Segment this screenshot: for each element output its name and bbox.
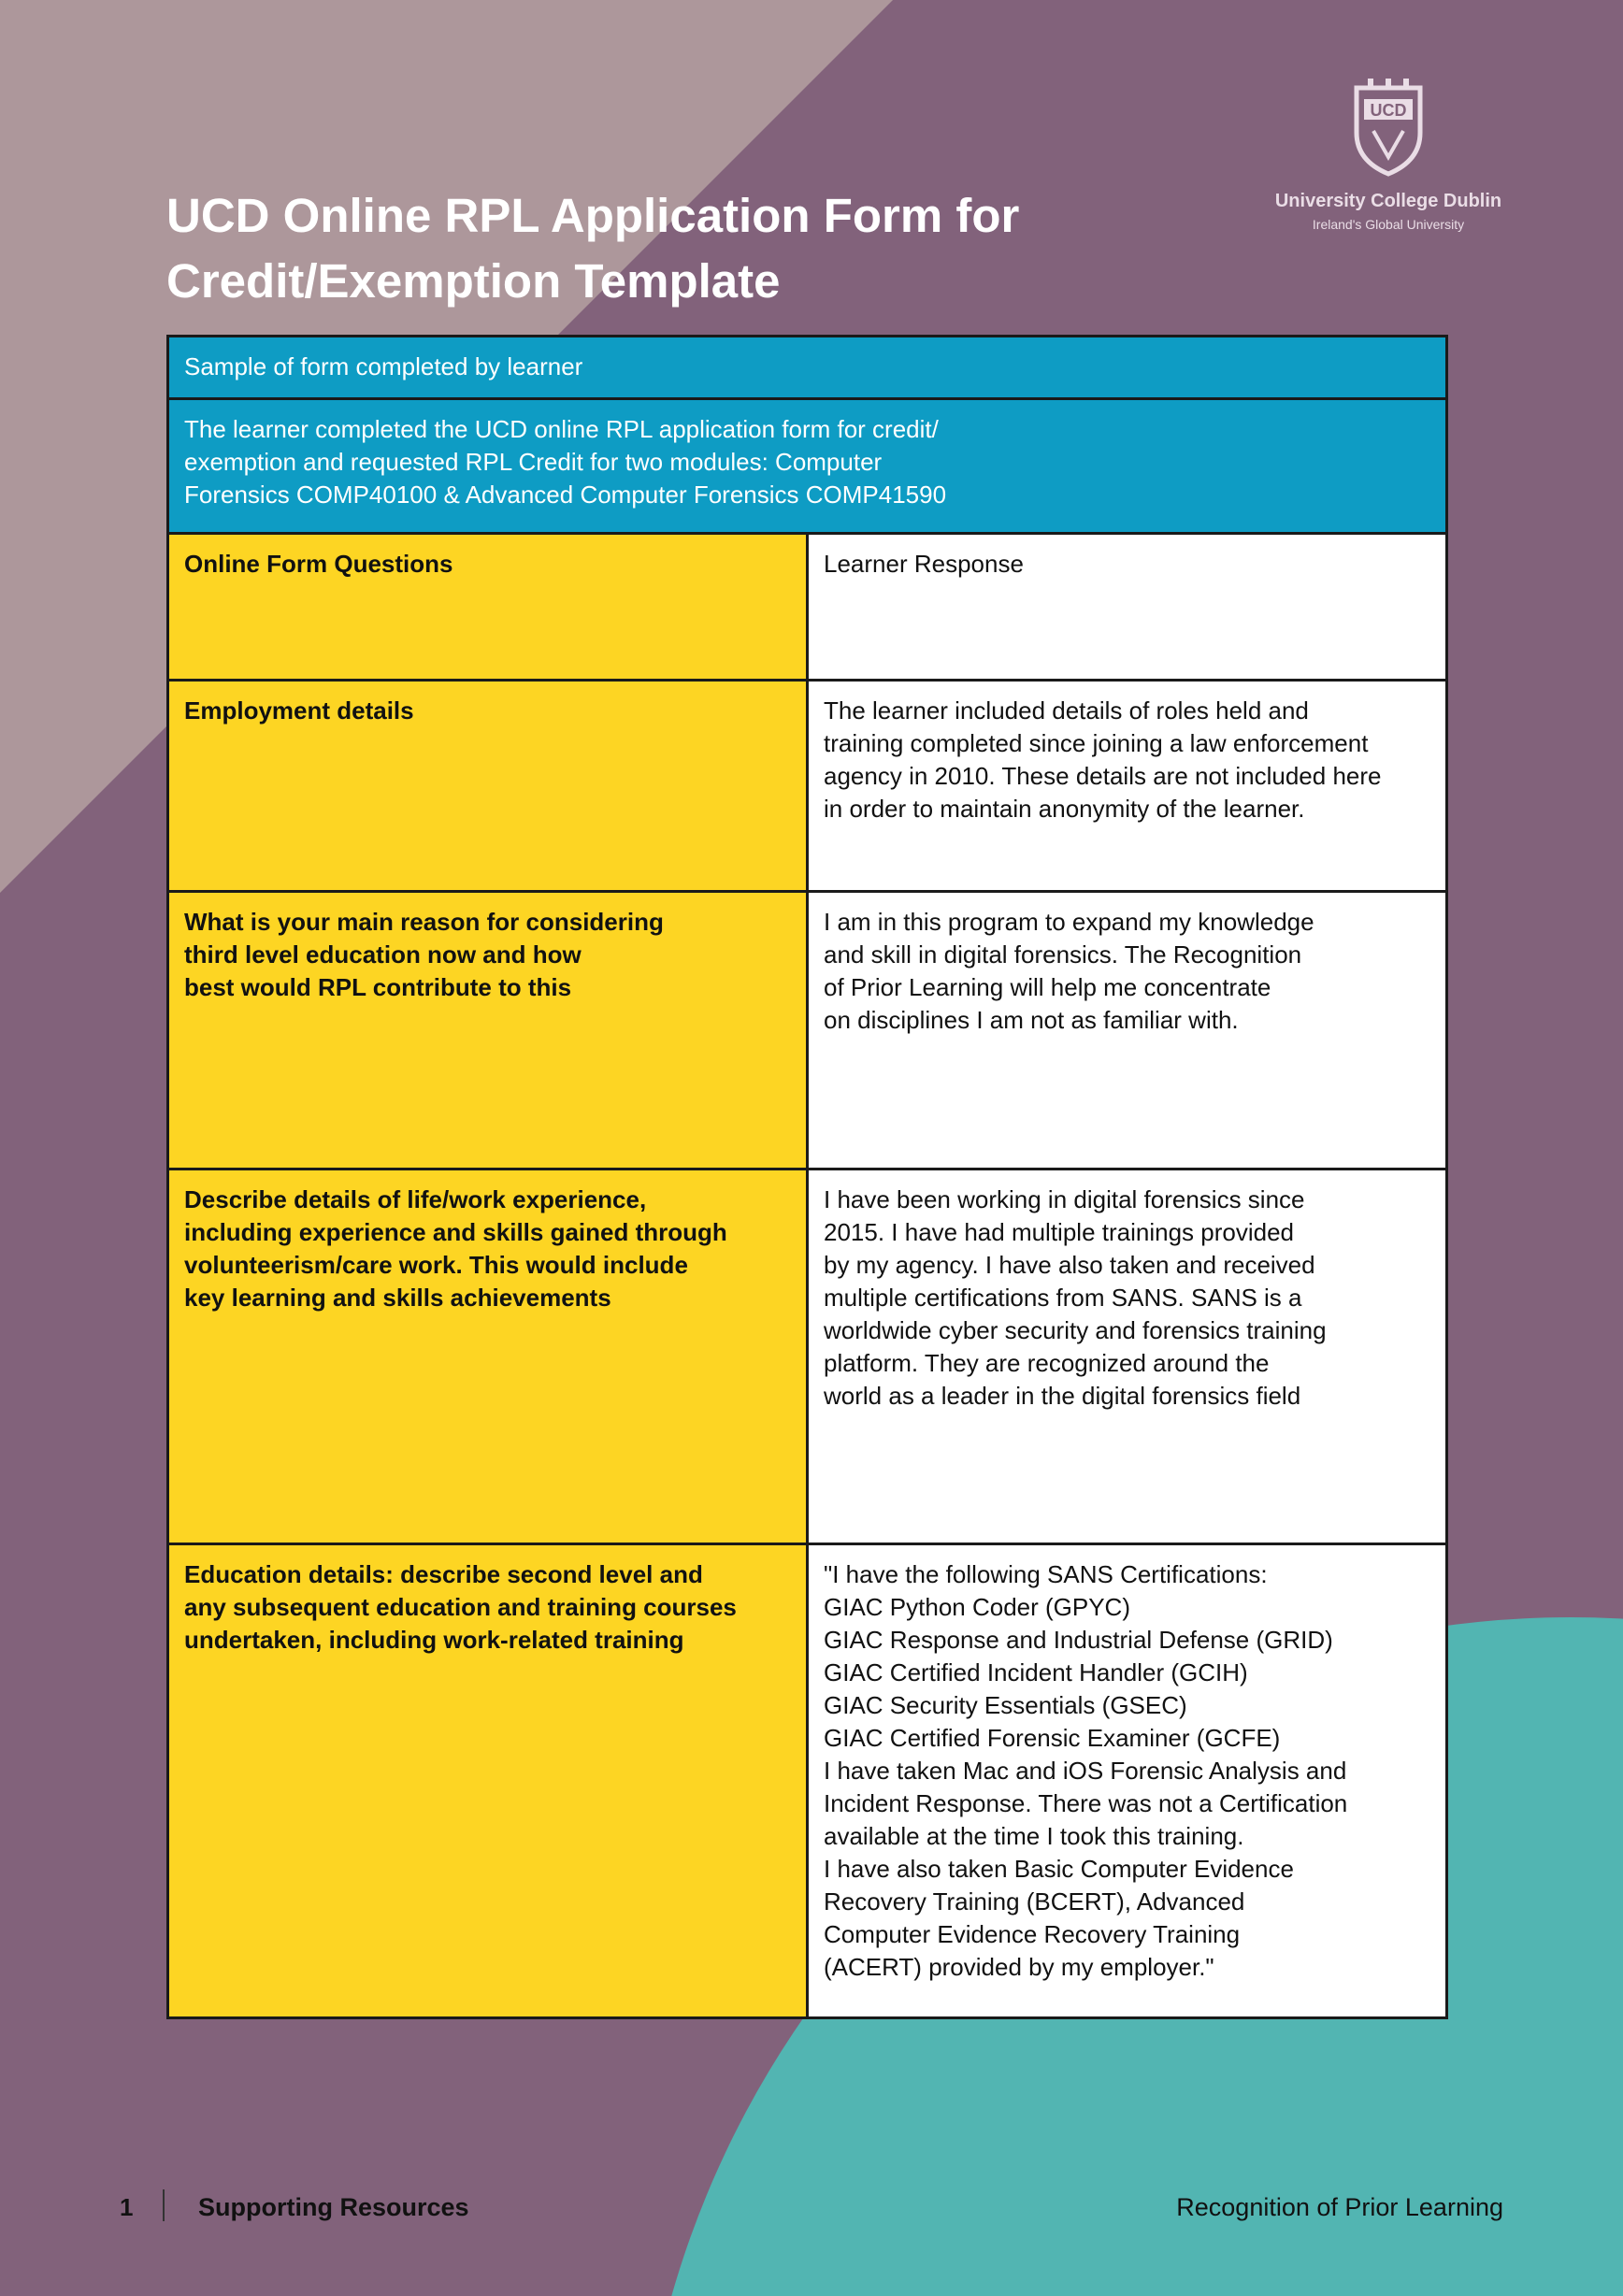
column-header-row [168,534,1447,681]
table-row [168,892,1447,1170]
footer-document-title: Recognition of Prior Learning [1176,2193,1503,2221]
form-intro: The learner completed the UCD online RPL application form for credit/ exemption and requested RPL Credit for two modules: Computer Forensics COMP40100 & Advanced Computer Forensics COMP41590 [168,399,1447,534]
answer-cell: "I have the following SANS Certifications: GIAC Python Coder (GPYC) GIAC Response and Industrial Defense (GRID) GIAC Certified Incident Handler (GCIH) GIAC Security Essentials (GSEC) GIAC Certified Forensic Examiner (GCFE) I have taken Mac and iOS Forensic Analysis and Incident Response. There was not a Certification available at the time I took this training. I have also taken Basic Computer Evidence Recovery Training (BCERT), Advanced Computer Evidence Recovery Training (ACERT) provided by my employer." [808,1544,1447,2018]
svg-text:UCD: UCD [1370,101,1407,120]
column-header-responses: Learner Response [808,534,1447,681]
logo-tagline: Ireland's Global University [1312,217,1465,232]
question-cell: What is your main reason for considering third level education now and how best would RPL contribute to this [168,892,808,1170]
page-title [166,183,1101,314]
answer-cell: I have been working in digital forensics since 2015. I have had multiple trainings provided by my agency. I have also taken and received multiple certifications from SANS. SANS is a worldwide cyber security and forensics training platform. They are recognized around the world as a leader in the digital forensics field [808,1170,1447,1544]
column-header-questions: Online Form Questions [168,534,808,681]
question-cell: Describe details of life/work experience, including experience and skills gained through volunteerism/care work. This would include key learning and skills achievements [168,1170,808,1544]
title-line-1: UCD Online RPL Application Form for [166,189,1020,242]
footer-page-number: 1 [120,2193,134,2221]
question-cell: Education details: describe second level and any subsequent education and training courses undertaken, including work-related training [168,1544,808,2018]
table-row [168,681,1447,892]
answer-cell: I am in this program to expand my knowledge and skill in digital forensics. The Recognition of Prior Learning will help me concentrate on disciplines I am not as familiar with. [808,892,1447,1170]
ucd-logo [1267,75,1510,238]
rpl-form-table [166,335,1448,2019]
footer-divider [163,2189,165,2221]
form-header: Sample of form completed by learner [168,337,1447,399]
ucd-crest-icon [1351,75,1426,178]
question-cell: Employment details [168,681,808,892]
table-row [168,1170,1447,1544]
form-intro-row [168,399,1447,534]
form-header-row [168,337,1447,399]
table-row [168,1544,1447,2018]
logo-university-name: University College Dublin [1274,191,1502,211]
footer-section-title: Supporting Resources [198,2193,469,2221]
title-line-2: Credit/Exemption Template [166,254,781,308]
answer-cell: The learner included details of roles held and training completed since joining a law enforcement agency in 2010. These details are not included here in order to maintain anonymity of the learner. [808,681,1447,892]
